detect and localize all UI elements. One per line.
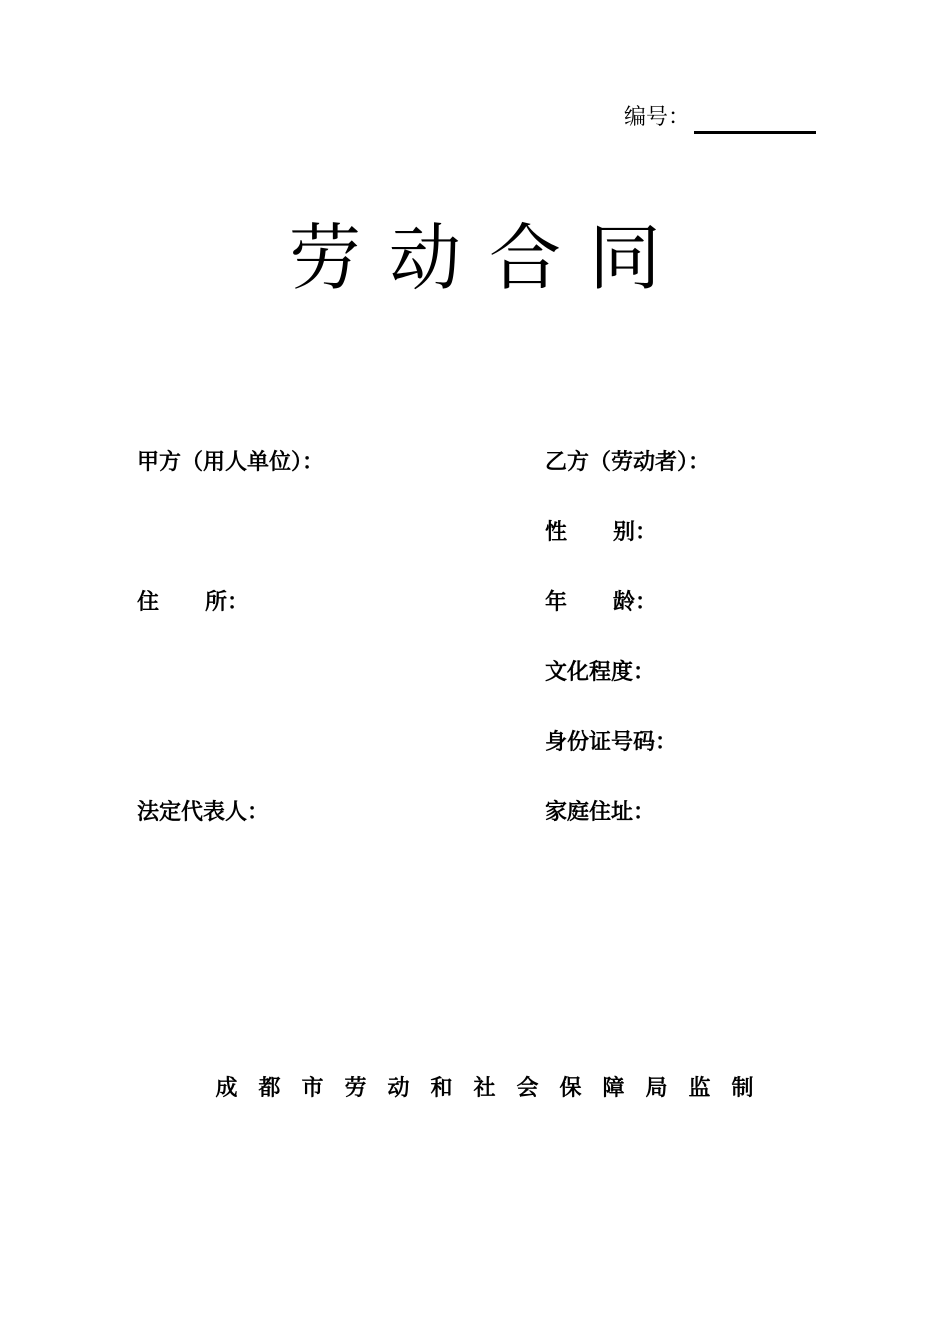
party-b-age-label: 年 龄：	[545, 589, 657, 615]
party-a-name-label: 甲方（用人单位）：	[137, 449, 325, 475]
serial-number-blank-line	[694, 131, 816, 134]
party-b-home-address-label: 家庭住址：	[545, 799, 656, 825]
party-b-name-label: 乙方（劳动者）：	[545, 449, 711, 475]
party-b-education-label: 文化程度：	[545, 659, 656, 685]
party-a-legal-representative-label: 法定代表人：	[137, 799, 270, 825]
serial-number-field	[624, 102, 816, 134]
document-title: 劳动合同	[288, 216, 689, 300]
party-b-id-number-label: 身份证号码：	[545, 729, 678, 755]
party-a-address-label: 住 所：	[137, 589, 249, 615]
issuer-footer: 成都市劳动和社会保障局监制	[215, 1075, 775, 1101]
party-b-gender-label: 性 别：	[545, 519, 657, 545]
serial-number-label: 编号：	[624, 105, 691, 130]
